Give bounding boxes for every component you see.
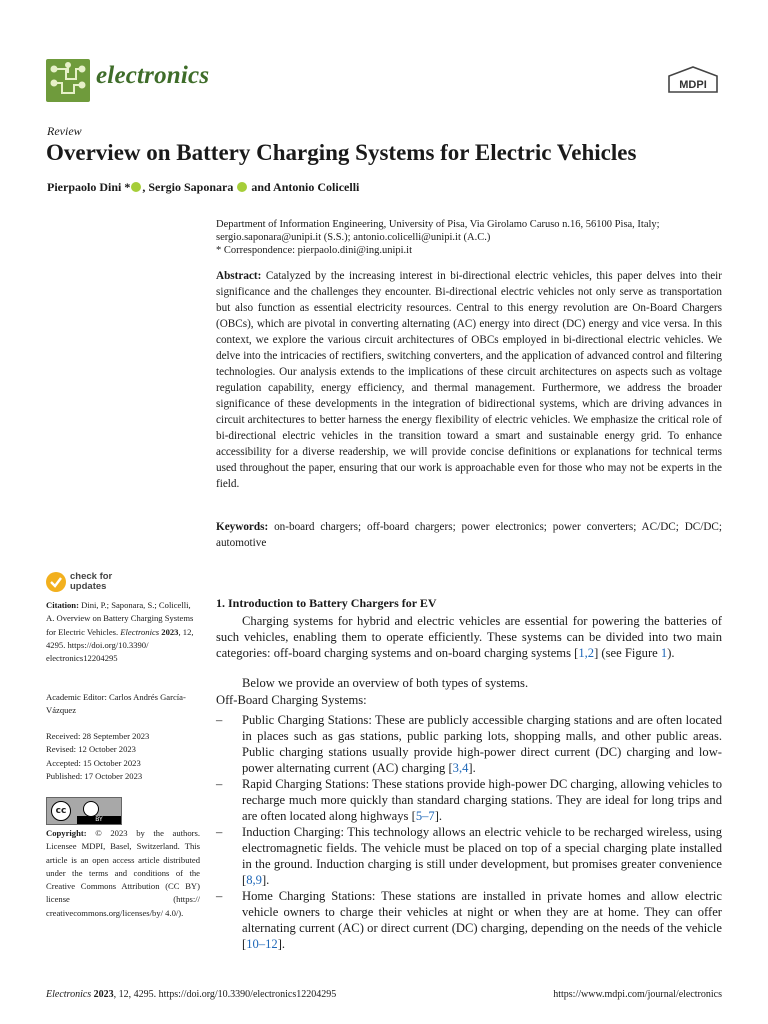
keywords [216,519,722,551]
overview-paragraph: Below we provide an overview of both types of systems. [242,676,529,690]
journal-name: electronics [96,62,210,89]
copyright-text: © 2023 by the authors. Licensee MDPI, Basel, Switzerland. This article is an open access article distributed under the terms and conditions of the Creative Commons Attribution (CC BY) license (https:// creativecommons.org/licenses/by/ 4.0/). [46,828,200,918]
footer-journal-url[interactable]: https://www.mdpi.com/journal/electronics [553,989,722,1000]
check-label-1: check for [70,571,113,582]
copyright-label: Copyright: [46,828,87,838]
citation-link[interactable]: 10–12 [246,937,278,951]
section-heading: 1. Introduction to Battery Chargers for EV [216,596,437,610]
list-item [216,888,722,952]
citation-doi[interactable]: , 12, 4295. https://doi.org/10.3390/ electronics12204295 [46,626,194,664]
date-revised: Revised: 12 October 2023 [46,744,136,755]
author-dini[interactable]: Pierpaolo Dini * [47,180,131,194]
abstract-label: Abstract: [216,270,262,282]
list-item-text: Public Charging Stations: These are publicly accessible charging stations and are often located in places such as gas stations, public parking lots, shopping malls, and other public areas. Public charging stations usually provide high-power direct current (DC) charging and low-power alternating current (AC) charging [ [242,713,722,775]
citation-journal: Electronics [120,626,160,637]
check-for-updates-button[interactable] [46,572,126,596]
list-dash: – [216,825,223,839]
footer-doi[interactable]: , 12, 4295. https://doi.org/10.3390/electronics12204295 [113,989,337,1000]
by-label: BY [77,816,121,824]
journal-logo-icon [46,59,90,102]
offboard-heading: Off-Board Charging Systems: [216,693,367,707]
date-accepted: Accepted: 15 October 2023 [46,757,141,768]
list-dash: – [216,713,223,727]
charging-systems-list [216,712,722,952]
article-title: Overview on Battery Charging Systems for Electric Vehicles [46,140,637,165]
orcid-icon[interactable] [131,182,141,192]
affiliation-emails[interactable]: sergio.saponara@unipi.it (S.S.); antonio.colicelli@unipi.it (A.C.) [216,232,491,243]
keywords-label: Keywords: [216,521,269,533]
figure-link[interactable]: 1 [660,646,668,660]
date-published: Published: 17 October 2023 [46,770,143,781]
correspondence[interactable]: * Correspondence: pierpaolo.dini@ing.unipi.it [216,245,413,256]
mdpi-logo[interactable] [667,66,719,96]
intro-text-mid: ] (see Figure [594,646,661,660]
citation-label: Citation: [46,600,79,610]
citation-year: 2023 [161,626,179,637]
intro-text: Charging systems for hybrid and electric vehicles are essential for powering the batteries of such vehicles, enabling them to operate efficiently. These systems can be divided into two main categories: off-board charging systems and on-board charging systems [ [216,614,722,660]
publication-dates [46,730,200,783]
footer-citation [46,989,336,1000]
citation-link[interactable]: 3,4 [452,761,469,775]
article-type: Review [47,124,82,138]
citation-link[interactable]: 5–7 [415,809,435,823]
check-updates-icon [46,572,66,592]
list-item [216,824,722,888]
check-label-2: updates [70,581,107,592]
citation-link[interactable]: 1,2 [578,646,595,660]
author-list [47,180,359,195]
date-received: Received: 28 September 2023 [46,731,150,741]
intro-text-end: ). [667,646,675,660]
footer-journal: Electronics [46,989,92,1000]
citation-text: Dini, P.; Saponara, S.; Colicelli, A. Overview on Battery Charging Systems for Electric Vehicles. [46,600,194,637]
list-dash: – [216,777,223,791]
list-item-text: Home Charging Stations: These stations are installed in private homes and allow electric vehicle owners to charge their vehicles at night or when they are at home. They can offer alternating current (AC) or direct current (DC) charging, depending on the needs of the vehicle [ [242,889,722,951]
list-item-text: Rapid Charging Stations: These stations provide high-power DC charging, allowing vehicles to recharge much more quickly than standard charging stations. They are ideal for long trips and are often located along highways [ [242,777,722,823]
keywords-text: on-board chargers; off-board chargers; power electronics; power converters; AC/DC; DC/DC; automotive [216,521,722,549]
list-dash: – [216,889,223,903]
cc-icon: cc [51,801,71,821]
citation-block [46,599,200,665]
list-item-end: ]. [468,761,476,775]
list-item [216,712,722,776]
list-item-end: ]. [434,809,443,823]
list-item [216,776,722,824]
academic-editor: Academic Editor: Carlos Andrés García-Vázquez [46,692,186,716]
mdpi-logo-text: MDPI [679,79,707,91]
affiliations [216,218,716,257]
author-colicelli[interactable]: and Antonio Colicelli [248,180,360,194]
citation-link[interactable]: 8,9 [246,873,262,887]
attribution-icon [83,801,99,817]
list-item-text: Induction Charging: This technology allows an electric vehicle to be recharged wireless, using electromagnetic fields. The vehicle must be placed on top of a special charging plate installed in the ground. Induction charging is still under development, but promises greater convenience [ [242,825,722,887]
footer-year: 2023 [93,989,114,1000]
abstract-text: Catalyzed by the increasing interest in bi-directional electric vehicles, this paper delves into their significance and the challenges they encounter. Bi-directional electric vehicles not only serve as transportation but also function as essential electricity resources. Central to this energy revolution are On-Board Chargers (OBCs), which are pivotal in converting alternating (AC) energy into direct (DC) energy and vice versa. In this context, we explore the various circuit architectures of OBCs employed in bi-directional electric vehicles. We delve into the intricacies of rectifiers, switching converters, and the application of advanced control and filtering technologies. Our analysis extends to the implications of these circuit architectures on aspects such as voltage regulation capability, energy efficiency, and thermal management. Furthermore, we address the broader significance of these developments in the integration of bidirectional systems, which are driving advances in circuit architectures to better harness the energy flexibility of electric vehicles. We emphasize the critical role of bi-directional electric vehicles in the transition toward a smart and sustainable energy grid. To enhance accessibility for a diverse readership, we will provide concise definitions or explanations for technical terms used throughout the paper, ensuring that our work is approachable even for those who may not be experts in the field. [216,270,723,490]
list-item-end: ]. [277,937,286,951]
copyright-notice [46,827,200,920]
author-saponara[interactable]: , Sergio Saponara [142,180,234,194]
intro-paragraph [216,613,722,661]
orcid-icon[interactable] [237,182,247,192]
affiliation-line: Department of Information Engineering, University of Pisa, Via Girolamo Caruso n.16, 56100 Pisa, Italy; [216,219,660,230]
list-item-end: ]. [261,873,270,887]
abstract [216,268,722,492]
cc-by-license-badge[interactable] [46,797,122,825]
